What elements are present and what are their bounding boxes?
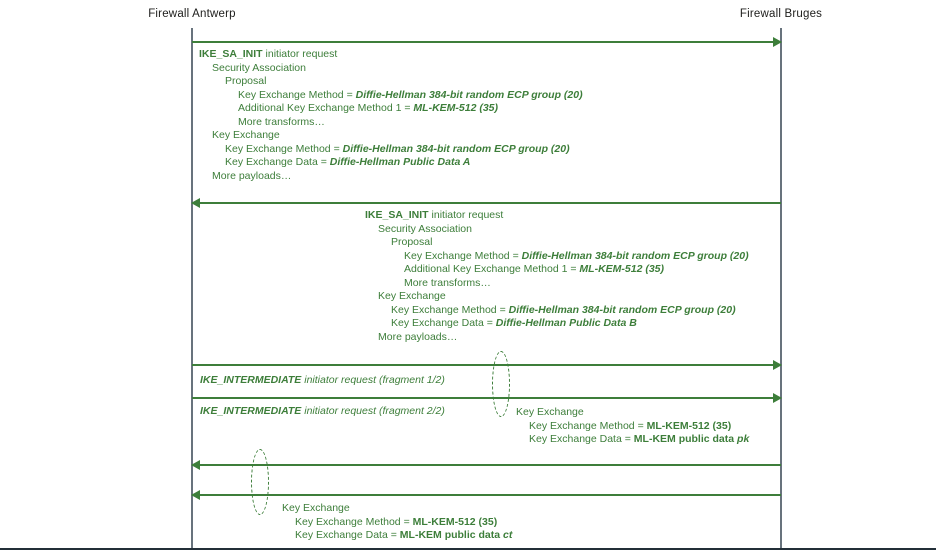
arrowhead-right-icon [773,37,782,47]
transform-label: Key Exchange Method = [404,249,522,262]
key-exchange-data [365,317,749,331]
lifeline-bruges [780,28,782,548]
msg-title [365,209,749,223]
transform-additional-key-exchange-method [199,102,583,116]
arrow-ike-intermediate-fragment-2 [192,397,781,399]
arrow-ike-sa-init-request [192,41,781,43]
field-label: Key Exchange Data = [295,529,400,541]
field-value: Diffie-Hellman Public Data B [495,317,637,329]
label-ike-intermediate-fragment-1 [200,374,445,387]
arrowhead-right-icon [773,393,782,403]
exchange-type: IKE_SA_INIT [365,209,429,221]
arrow-response-fragment-2 [192,494,781,496]
msg-title-rest: initiator request [262,48,338,60]
fragment-label-rest: initiator request (fragment 1/2) [301,374,445,386]
payload-key-exchange: Key Exchange [516,406,584,418]
key-exchange-data [282,529,512,543]
exchange-type: IKE_INTERMEDIATE [200,405,302,417]
fragment-label-rest: initiator request (fragment 2/2) [301,405,445,417]
field-variable: pk [737,433,750,445]
field-variable: ct [503,529,513,541]
msg-block-ike-sa-init-response [365,209,749,344]
field-value: Diffie-Hellman 384-bit random ECP group (20) [508,303,736,316]
msg-block-key-exchange-response [282,502,512,543]
label-ike-intermediate-fragment-2 [200,405,445,418]
more-payloads: More payloads… [378,330,458,343]
arrow-response-fragment-1 [192,464,781,466]
field-label: Key Exchange Data = [391,317,496,329]
arrowhead-left-icon [191,490,200,500]
key-exchange-data [516,433,749,447]
proposal: Proposal [391,236,433,248]
lifeline-antwerp [191,28,193,548]
key-exchange-data [199,156,583,170]
field-label: Key Exchange Data = [529,433,634,445]
more-transforms: More transforms… [238,115,325,128]
payload-key-exchange: Key Exchange [282,502,350,514]
field-value: ML-KEM public data [399,529,504,541]
msg-title-rest: initiator request [428,209,504,221]
exchange-type: IKE_SA_INIT [199,48,263,60]
payload-security-association: Security Association [378,222,472,235]
arrow-ike-intermediate-fragment-1 [192,364,781,366]
field-value: ML-KEM-512 (35) [646,419,732,432]
arrowhead-right-icon [773,360,782,370]
transform-key-exchange-method [365,250,749,264]
transform-value: ML-KEM-512 (35) [413,102,499,114]
bottom-border-rule [0,548,936,550]
transform-additional-key-exchange-method [365,263,749,277]
transform-label: Additional Key Exchange Method 1 = [404,263,580,275]
arrowhead-left-icon [191,198,200,208]
msg-title [199,48,583,62]
key-exchange-method [282,516,512,530]
payload-security-association: Security Association [212,61,306,74]
payload-key-exchange: Key Exchange [378,290,446,302]
key-exchange-method [516,420,749,434]
field-label: Key Exchange Method = [529,419,647,432]
key-exchange-method [365,304,749,318]
field-value: ML-KEM public data [633,433,738,445]
key-exchange-method [199,143,583,157]
proposal: Proposal [225,75,267,87]
field-label: Key Exchange Method = [391,303,509,316]
actor-label-firewall-antwerp: Firewall Antwerp [148,8,236,20]
exchange-type: IKE_INTERMEDIATE [200,374,302,386]
fragmentation-ellipse-request [492,351,510,417]
actor-label-firewall-bruges: Firewall Bruges [739,8,823,20]
field-value: Diffie-Hellman 384-bit random ECP group (20) [342,142,570,155]
field-label: Key Exchange Method = [225,142,343,155]
more-payloads: More payloads… [212,169,292,182]
msg-block-key-exchange-request [516,406,749,447]
transform-label: Key Exchange Method = [238,88,356,101]
more-transforms: More transforms… [404,276,491,289]
field-label: Key Exchange Method = [295,515,413,528]
transform-value: ML-KEM-512 (35) [579,263,665,275]
fragmentation-ellipse-response [251,449,269,515]
transform-label: Additional Key Exchange Method 1 = [238,102,414,114]
field-value: ML-KEM-512 (35) [412,515,498,528]
transform-value: Diffie-Hellman 384-bit random ECP group (20) [355,88,583,101]
field-label: Key Exchange Data = [225,156,330,168]
transform-value: Diffie-Hellman 384-bit random ECP group (20) [521,249,749,262]
arrow-ike-sa-init-response [192,202,781,204]
payload-key-exchange: Key Exchange [212,129,280,141]
arrowhead-left-icon [191,460,200,470]
transform-key-exchange-method [199,89,583,103]
field-value: Diffie-Hellman Public Data A [329,156,471,168]
msg-block-ike-sa-init-request [199,48,583,183]
